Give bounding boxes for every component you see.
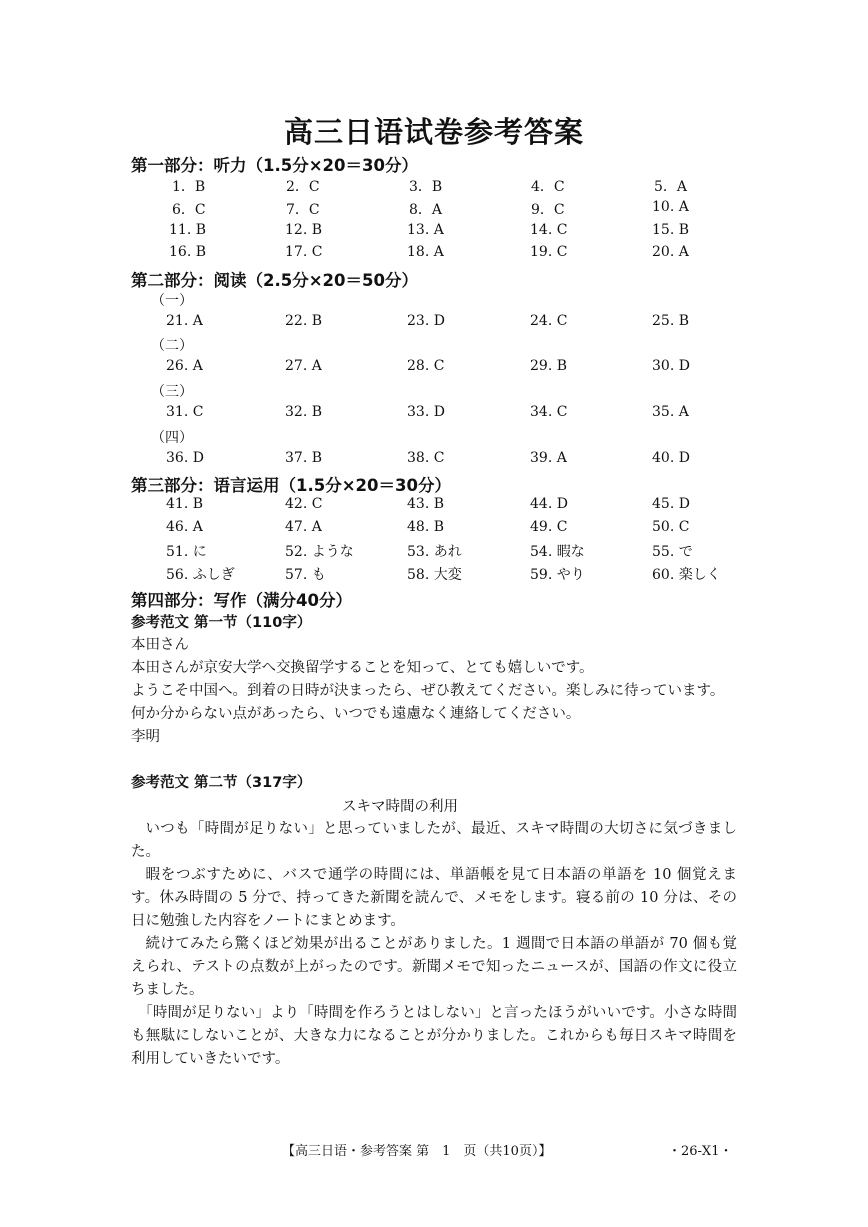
- answer-cell: 49. C: [530, 519, 568, 535]
- answer-cell: 39. A: [530, 450, 567, 466]
- answer-cell: 27. A: [285, 358, 322, 374]
- answer-cell: 25. B: [652, 313, 690, 329]
- answer-cell: 7．C: [286, 202, 320, 218]
- essay2-heading: 参考范文 第二节（317字）: [131, 775, 312, 791]
- essay-paragraph: 暇をつぶすために、バスで通学の時間には、単語帳を見て日本語の単語を 10 個覚えます。休み時間の 5 分で、持ってきた新聞を読んで、メモをします。寝る前の 10 分は、その日に勉強した内容をノートにまとめます。: [131, 867, 737, 929]
- answer-row: [0, 450, 868, 470]
- answer-cell: 43. B: [407, 496, 445, 512]
- answer-cell: 35. A: [652, 404, 689, 420]
- part3-heading: 第三部分：语言运用（1.5分×20＝30分）: [131, 476, 451, 495]
- answer-cell: 11. B: [169, 222, 207, 238]
- answer-cell: 12. B: [285, 222, 323, 238]
- page-code: ・26-X1・: [668, 1144, 733, 1159]
- part2-heading: 第二部分：阅读（2.5分×20＝50分）: [131, 271, 418, 290]
- group-label: （一）: [151, 293, 193, 309]
- answer-cell: 46. A: [166, 519, 203, 535]
- answer-cell: 41. B: [166, 496, 204, 512]
- answer-cell: 54. 暇な: [530, 544, 585, 560]
- answer-cell: 6．C: [172, 202, 206, 218]
- group-label: （三）: [151, 384, 193, 400]
- answer-cell: 59. やり: [530, 567, 585, 583]
- letter-line: 本田さんが京安大学へ交換留学することを知って、とても嬉しいです。: [131, 660, 594, 676]
- answer-cell: 55. で: [652, 544, 693, 560]
- group-label: （四）: [151, 430, 193, 446]
- answer-row: [0, 199, 868, 219]
- answer-cell: 42. C: [285, 496, 323, 512]
- answer-cell: 34. C: [530, 404, 568, 420]
- answer-cell: 57. も: [285, 567, 326, 583]
- answer-cell: 1．B: [172, 179, 206, 195]
- answer-row: [0, 564, 868, 584]
- answer-cell: 48. B: [407, 519, 445, 535]
- answer-cell: 58. 大変: [407, 567, 462, 583]
- answer-row: [0, 313, 868, 333]
- answer-cell: 47. A: [285, 519, 322, 535]
- answer-cell: 19. C: [530, 244, 568, 260]
- answer-cell: 5．A: [654, 179, 688, 195]
- answer-cell: 9．C: [531, 202, 565, 218]
- answer-cell: 10. A: [652, 199, 689, 215]
- essay-paragraph: いつも「時間が足りない」と思っていましたが、最近、スキマ時間の大切さに気づきました。: [131, 821, 737, 860]
- answer-cell: 32. B: [285, 404, 323, 420]
- answer-cell: 23. D: [407, 313, 445, 329]
- answer-row: [0, 541, 868, 561]
- answer-row: [0, 519, 868, 539]
- part4-heading: 第四部分：写作（满分40分）: [131, 591, 352, 610]
- essay-paragraph: 続けてみたら驚くほど効果が出ることがありました。1 週間で日本語の単語が 70 個も覚えられ、テストの点数が上がったのです。新聞メモで知ったニュースが、国語の作文に役立ちました。: [131, 936, 737, 998]
- essay1-heading: 参考范文 第一节（110字）: [131, 615, 312, 631]
- page-footer: 【高三日语・参考答案 第 1 页（共10页）】: [282, 1144, 552, 1159]
- answer-cell: 24. C: [530, 313, 568, 329]
- answer-cell: 40. D: [652, 450, 690, 466]
- answer-cell: 29. B: [530, 358, 568, 374]
- essay2-title: スキマ時間の利用: [342, 799, 458, 815]
- answer-cell: 8．A: [409, 202, 443, 218]
- answer-cell: 18. A: [407, 244, 444, 260]
- answer-cell: 36. D: [166, 450, 204, 466]
- answer-row: [0, 222, 868, 242]
- page-title: 高三日语试卷参考答案: [283, 115, 584, 149]
- answer-cell: 37. B: [285, 450, 323, 466]
- answer-cell: 21. A: [166, 313, 203, 329]
- part1-heading: 第一部分：听力（1.5分×20＝30分）: [131, 156, 418, 175]
- answer-cell: 14. C: [530, 222, 568, 238]
- essay-paragraph: 「時間が足りない」より「時間を作ろうとはしない」と言ったほうがいいです。小さな時間も無駄にしないことが、大きな力になることが分かりました。これからも毎日スキマ時間を利用していきたいです。: [131, 1005, 737, 1067]
- answer-cell: 50. C: [652, 519, 690, 535]
- answer-cell: 31. C: [166, 404, 204, 420]
- letter-salutation: 本田さん: [131, 637, 189, 653]
- answer-cell: 17. C: [285, 244, 323, 260]
- answer-row: [0, 244, 868, 264]
- answer-cell: 51. に: [166, 544, 207, 560]
- answer-cell: 15. B: [652, 222, 690, 238]
- answer-row: [0, 358, 868, 378]
- answer-cell: 4．C: [531, 179, 565, 195]
- answer-row: [0, 176, 868, 196]
- answer-cell: 33. D: [407, 404, 445, 420]
- answer-cell: 52. ような: [285, 544, 354, 560]
- answer-cell: 53. あれ: [407, 544, 462, 560]
- answer-cell: 20. A: [652, 244, 689, 260]
- answer-cell: 45. D: [652, 496, 690, 512]
- answer-cell: 38. C: [407, 450, 445, 466]
- letter-line: ようこそ中国へ。到着の日時が決まったら、ぜひ教えてください。楽しみに待っています。: [131, 683, 725, 699]
- answer-row: [0, 404, 868, 424]
- letter-signature: 李明: [131, 729, 160, 745]
- answer-cell: 13. A: [407, 222, 444, 238]
- answer-cell: 22. B: [285, 313, 323, 329]
- answer-cell: 56. ふしぎ: [166, 567, 235, 583]
- group-label: （二）: [151, 338, 193, 354]
- answer-cell: 2．C: [286, 179, 320, 195]
- answer-cell: 3．B: [409, 179, 443, 195]
- answer-cell: 28. C: [407, 358, 445, 374]
- answer-cell: 44. D: [530, 496, 568, 512]
- answer-cell: 26. A: [166, 358, 203, 374]
- answer-row: [0, 496, 868, 516]
- letter-line: 何か分からない点があったら、いつでも遠慮なく連絡してください。: [131, 706, 581, 722]
- answer-cell: 60. 楽しく: [652, 567, 721, 583]
- answer-cell: 16. B: [169, 244, 207, 260]
- answer-cell: 30. D: [652, 358, 690, 374]
